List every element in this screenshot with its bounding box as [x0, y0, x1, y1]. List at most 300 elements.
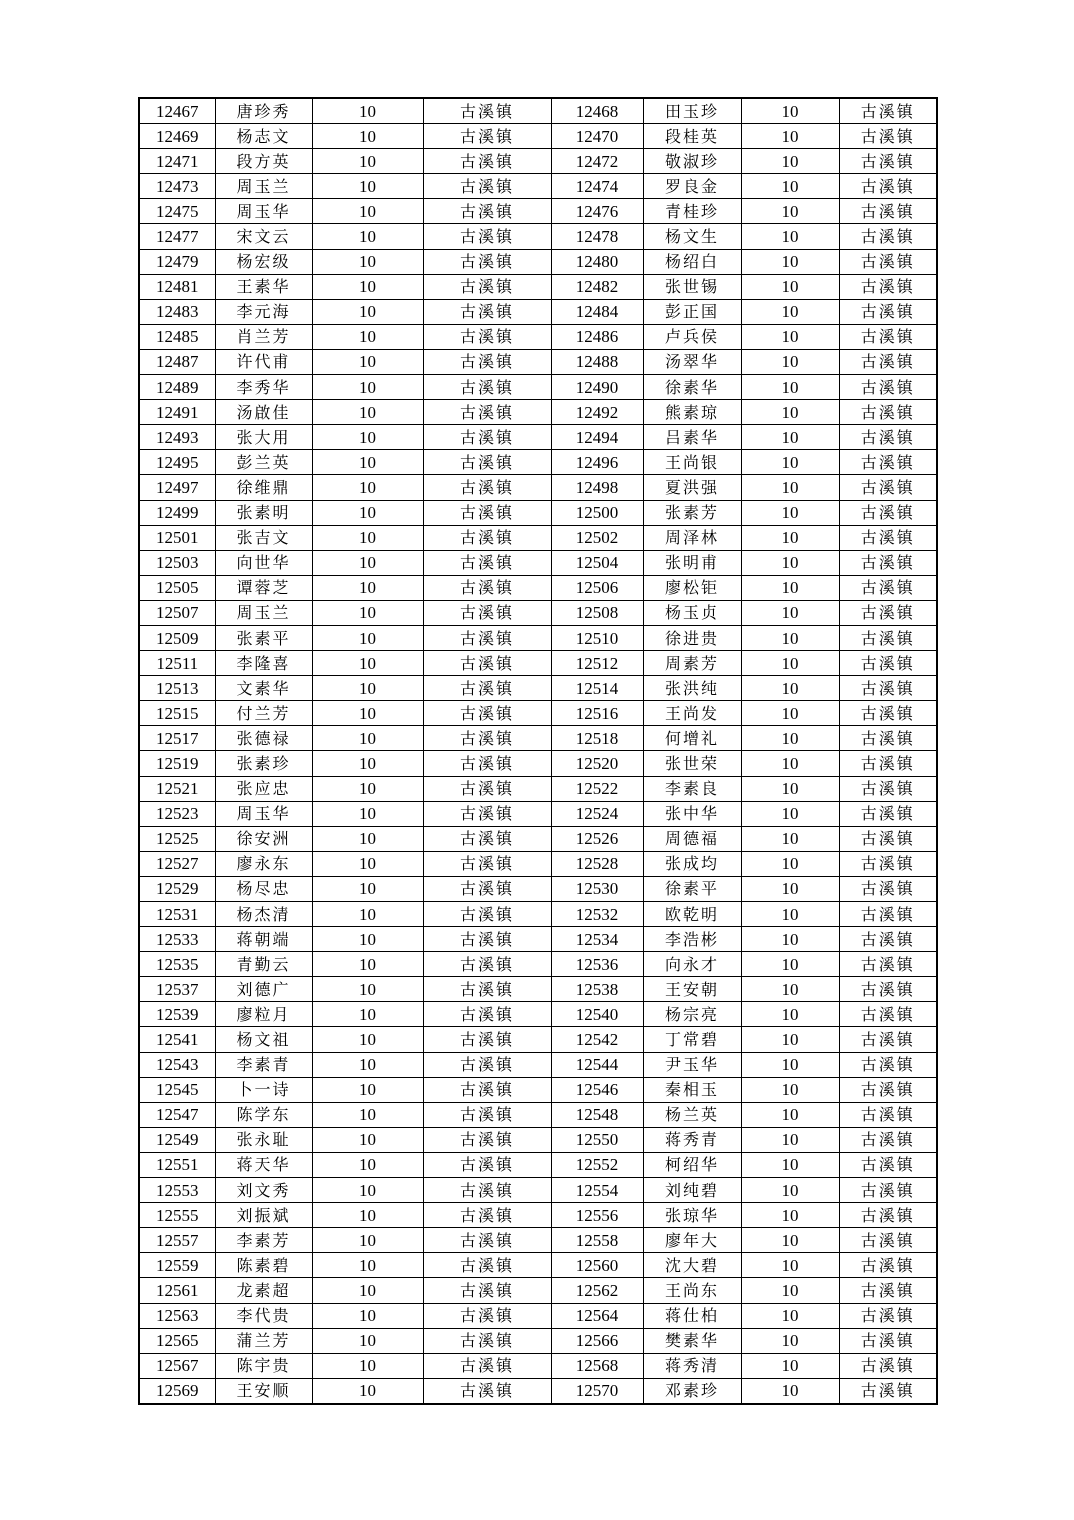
amount-cell: 10 — [312, 1152, 423, 1177]
amount-cell: 10 — [741, 199, 839, 224]
township-cell: 古溪镇 — [423, 98, 551, 124]
amount-cell: 10 — [741, 500, 839, 525]
township-cell: 古溪镇 — [839, 977, 937, 1002]
township-cell: 古溪镇 — [423, 1353, 551, 1378]
table-row — [139, 927, 937, 952]
record-id-cell: 12560 — [551, 1253, 643, 1278]
township-cell: 古溪镇 — [423, 1253, 551, 1278]
person-name-cell: 周玉兰 — [215, 600, 312, 625]
person-name-cell: 刘德广 — [215, 977, 312, 1002]
township-cell: 古溪镇 — [839, 324, 937, 349]
table-row — [139, 1253, 937, 1278]
township-cell: 古溪镇 — [423, 249, 551, 274]
table-row — [139, 299, 937, 324]
amount-cell: 10 — [312, 1378, 423, 1404]
amount-cell: 10 — [312, 1178, 423, 1203]
table-row — [139, 1102, 937, 1127]
amount-cell: 10 — [741, 1178, 839, 1203]
township-cell: 古溪镇 — [839, 876, 937, 901]
amount-cell: 10 — [312, 450, 423, 475]
table-row — [139, 726, 937, 751]
record-id-cell: 12486 — [551, 324, 643, 349]
amount-cell: 10 — [741, 1127, 839, 1152]
township-cell: 古溪镇 — [423, 676, 551, 701]
township-cell: 古溪镇 — [839, 249, 937, 274]
township-cell: 古溪镇 — [423, 149, 551, 174]
township-cell: 古溪镇 — [423, 851, 551, 876]
township-cell: 古溪镇 — [839, 375, 937, 400]
person-name-cell: 杨杰清 — [215, 902, 312, 927]
amount-cell: 10 — [312, 1253, 423, 1278]
record-id-cell: 12524 — [551, 801, 643, 826]
person-name-cell: 青勤云 — [215, 952, 312, 977]
table-row — [139, 826, 937, 851]
person-name-cell: 王安顺 — [215, 1378, 312, 1404]
person-name-cell: 罗良金 — [643, 174, 741, 199]
amount-cell: 10 — [741, 1278, 839, 1303]
record-id-cell: 12489 — [139, 375, 215, 400]
township-cell: 古溪镇 — [839, 651, 937, 676]
person-name-cell: 杨宏级 — [215, 249, 312, 274]
amount-cell: 10 — [741, 324, 839, 349]
record-id-cell: 12468 — [551, 98, 643, 124]
person-name-cell: 王尚银 — [643, 450, 741, 475]
person-name-cell: 廖粒月 — [215, 1002, 312, 1027]
table-row — [139, 575, 937, 600]
amount-cell: 10 — [741, 1353, 839, 1378]
amount-cell: 10 — [312, 1353, 423, 1378]
person-name-cell: 李隆喜 — [215, 651, 312, 676]
amount-cell: 10 — [312, 324, 423, 349]
township-cell: 古溪镇 — [839, 525, 937, 550]
person-name-cell: 张明甫 — [643, 550, 741, 575]
amount-cell: 10 — [741, 274, 839, 299]
person-name-cell: 张素珍 — [215, 751, 312, 776]
amount-cell: 10 — [312, 826, 423, 851]
township-cell: 古溪镇 — [423, 1152, 551, 1177]
amount-cell: 10 — [741, 425, 839, 450]
amount-cell: 10 — [312, 1328, 423, 1353]
township-cell: 古溪镇 — [423, 776, 551, 801]
amount-cell: 10 — [741, 1027, 839, 1052]
amount-cell: 10 — [312, 1303, 423, 1328]
record-id-cell: 12551 — [139, 1152, 215, 1177]
township-cell: 古溪镇 — [839, 851, 937, 876]
person-name-cell: 文素华 — [215, 676, 312, 701]
amount-cell: 10 — [312, 1203, 423, 1228]
amount-cell: 10 — [741, 1228, 839, 1253]
person-name-cell: 汤翠华 — [643, 349, 741, 374]
amount-cell: 10 — [741, 124, 839, 149]
record-id-cell: 12548 — [551, 1102, 643, 1127]
record-id-cell: 12568 — [551, 1353, 643, 1378]
amount-cell: 10 — [312, 1002, 423, 1027]
township-cell: 古溪镇 — [423, 1127, 551, 1152]
record-id-cell: 12540 — [551, 1002, 643, 1027]
table-row — [139, 525, 937, 550]
person-name-cell: 李素青 — [215, 1052, 312, 1077]
person-name-cell: 李元海 — [215, 299, 312, 324]
table-row — [139, 199, 937, 224]
amount-cell: 10 — [741, 149, 839, 174]
amount-cell: 10 — [741, 174, 839, 199]
record-id-cell: 12535 — [139, 952, 215, 977]
person-name-cell: 樊素华 — [643, 1328, 741, 1353]
township-cell: 古溪镇 — [839, 625, 937, 650]
township-cell: 古溪镇 — [839, 1353, 937, 1378]
township-cell: 古溪镇 — [839, 776, 937, 801]
table-row — [139, 651, 937, 676]
record-id-cell: 12538 — [551, 977, 643, 1002]
record-id-cell: 12542 — [551, 1027, 643, 1052]
table-row — [139, 450, 937, 475]
township-cell: 古溪镇 — [423, 902, 551, 927]
table-row — [139, 550, 937, 575]
township-cell: 古溪镇 — [423, 349, 551, 374]
person-name-cell: 付兰芳 — [215, 701, 312, 726]
township-cell: 古溪镇 — [423, 952, 551, 977]
township-cell: 古溪镇 — [423, 450, 551, 475]
person-name-cell: 张吉文 — [215, 525, 312, 550]
record-id-cell: 12529 — [139, 876, 215, 901]
table-row — [139, 1203, 937, 1228]
table-row — [139, 1303, 937, 1328]
record-id-cell: 12483 — [139, 299, 215, 324]
township-cell: 古溪镇 — [839, 1002, 937, 1027]
person-name-cell: 卢兵侯 — [643, 324, 741, 349]
person-name-cell: 陈学东 — [215, 1102, 312, 1127]
township-cell: 古溪镇 — [839, 927, 937, 952]
person-name-cell: 陈素碧 — [215, 1253, 312, 1278]
township-cell: 古溪镇 — [423, 876, 551, 901]
amount-cell: 10 — [741, 1077, 839, 1102]
amount-cell: 10 — [312, 726, 423, 751]
township-cell: 古溪镇 — [423, 751, 551, 776]
record-id-cell: 12511 — [139, 651, 215, 676]
amount-cell: 10 — [741, 625, 839, 650]
person-name-cell: 张素芳 — [643, 500, 741, 525]
table-row — [139, 776, 937, 801]
person-name-cell: 宋文云 — [215, 224, 312, 249]
amount-cell: 10 — [312, 349, 423, 374]
amount-cell: 10 — [312, 701, 423, 726]
person-name-cell: 周玉兰 — [215, 174, 312, 199]
table-row — [139, 952, 937, 977]
record-id-cell: 12563 — [139, 1303, 215, 1328]
township-cell: 古溪镇 — [839, 475, 937, 500]
township-cell: 古溪镇 — [423, 701, 551, 726]
person-name-cell: 张永耻 — [215, 1127, 312, 1152]
table-row — [139, 349, 937, 374]
record-id-cell: 12479 — [139, 249, 215, 274]
table-row — [139, 751, 937, 776]
amount-cell: 10 — [312, 249, 423, 274]
record-id-cell: 12518 — [551, 726, 643, 751]
township-cell: 古溪镇 — [423, 1303, 551, 1328]
person-name-cell: 杨志文 — [215, 124, 312, 149]
person-name-cell: 田玉珍 — [643, 98, 741, 124]
township-cell: 古溪镇 — [839, 450, 937, 475]
record-id-cell: 12507 — [139, 600, 215, 625]
township-cell: 古溪镇 — [423, 400, 551, 425]
amount-cell: 10 — [741, 98, 839, 124]
record-id-cell: 12475 — [139, 199, 215, 224]
table-row — [139, 676, 937, 701]
amount-cell: 10 — [312, 600, 423, 625]
amount-cell: 10 — [741, 249, 839, 274]
person-name-cell: 杨宗亮 — [643, 1002, 741, 1027]
person-name-cell: 张德禄 — [215, 726, 312, 751]
record-id-cell: 12525 — [139, 826, 215, 851]
record-id-cell: 12533 — [139, 927, 215, 952]
record-id-cell: 12514 — [551, 676, 643, 701]
person-name-cell: 段方英 — [215, 149, 312, 174]
record-id-cell: 12513 — [139, 676, 215, 701]
record-id-cell: 12556 — [551, 1203, 643, 1228]
person-name-cell: 杨文祖 — [215, 1027, 312, 1052]
township-cell: 古溪镇 — [423, 199, 551, 224]
table-row — [139, 375, 937, 400]
record-id-cell: 12494 — [551, 425, 643, 450]
amount-cell: 10 — [741, 1052, 839, 1077]
township-cell: 古溪镇 — [839, 1077, 937, 1102]
amount-cell: 10 — [312, 676, 423, 701]
township-cell: 古溪镇 — [423, 174, 551, 199]
township-cell: 古溪镇 — [839, 1278, 937, 1303]
record-id-cell: 12506 — [551, 575, 643, 600]
person-name-cell: 刘振斌 — [215, 1203, 312, 1228]
township-cell: 古溪镇 — [423, 1002, 551, 1027]
amount-cell: 10 — [312, 224, 423, 249]
record-id-cell: 12492 — [551, 400, 643, 425]
township-cell: 古溪镇 — [839, 1127, 937, 1152]
amount-cell: 10 — [741, 1328, 839, 1353]
table-row — [139, 876, 937, 901]
township-cell: 古溪镇 — [423, 500, 551, 525]
amount-cell: 10 — [741, 1253, 839, 1278]
table-row — [139, 1002, 937, 1027]
township-cell: 古溪镇 — [423, 801, 551, 826]
township-cell: 古溪镇 — [423, 1203, 551, 1228]
person-name-cell: 唐珍秀 — [215, 98, 312, 124]
roster-body — [139, 98, 937, 1404]
township-cell: 古溪镇 — [839, 1328, 937, 1353]
township-cell: 古溪镇 — [423, 375, 551, 400]
amount-cell: 10 — [741, 475, 839, 500]
record-id-cell: 12566 — [551, 1328, 643, 1353]
person-name-cell: 柯绍华 — [643, 1152, 741, 1177]
township-cell: 古溪镇 — [839, 1052, 937, 1077]
amount-cell: 10 — [312, 1027, 423, 1052]
township-cell: 古溪镇 — [423, 927, 551, 952]
person-name-cell: 杨尽忠 — [215, 876, 312, 901]
amount-cell: 10 — [312, 952, 423, 977]
record-id-cell: 12517 — [139, 726, 215, 751]
record-id-cell: 12504 — [551, 550, 643, 575]
person-name-cell: 夏洪强 — [643, 475, 741, 500]
person-name-cell: 秦相玉 — [643, 1077, 741, 1102]
township-cell: 古溪镇 — [423, 324, 551, 349]
record-id-cell: 12521 — [139, 776, 215, 801]
person-name-cell: 王尚发 — [643, 701, 741, 726]
record-id-cell: 12493 — [139, 425, 215, 450]
amount-cell: 10 — [312, 751, 423, 776]
table-row — [139, 1278, 937, 1303]
person-name-cell: 张成均 — [643, 851, 741, 876]
township-cell: 古溪镇 — [839, 1027, 937, 1052]
person-name-cell: 向世华 — [215, 550, 312, 575]
person-name-cell: 张大用 — [215, 425, 312, 450]
township-cell: 古溪镇 — [839, 676, 937, 701]
township-cell: 古溪镇 — [423, 977, 551, 1002]
amount-cell: 10 — [312, 575, 423, 600]
record-id-cell: 12549 — [139, 1127, 215, 1152]
amount-cell: 10 — [312, 1278, 423, 1303]
amount-cell: 10 — [741, 1378, 839, 1404]
table-row — [139, 274, 937, 299]
township-cell: 古溪镇 — [839, 400, 937, 425]
amount-cell: 10 — [741, 1152, 839, 1177]
record-id-cell: 12476 — [551, 199, 643, 224]
amount-cell: 10 — [312, 475, 423, 500]
record-id-cell: 12565 — [139, 1328, 215, 1353]
record-id-cell: 12532 — [551, 902, 643, 927]
record-id-cell: 12501 — [139, 525, 215, 550]
township-cell: 古溪镇 — [839, 801, 937, 826]
person-name-cell: 徐素平 — [643, 876, 741, 901]
township-cell: 古溪镇 — [839, 600, 937, 625]
table-row — [139, 1152, 937, 1177]
person-name-cell: 刘文秀 — [215, 1178, 312, 1203]
table-row — [139, 1127, 937, 1152]
township-cell: 古溪镇 — [423, 1278, 551, 1303]
person-name-cell: 邓素珍 — [643, 1378, 741, 1404]
township-cell: 古溪镇 — [839, 826, 937, 851]
township-cell: 古溪镇 — [839, 1253, 937, 1278]
amount-cell: 10 — [741, 651, 839, 676]
record-id-cell: 12502 — [551, 525, 643, 550]
table-row — [139, 851, 937, 876]
person-name-cell: 杨文生 — [643, 224, 741, 249]
amount-cell: 10 — [741, 575, 839, 600]
amount-cell: 10 — [312, 199, 423, 224]
amount-cell: 10 — [312, 876, 423, 901]
amount-cell: 10 — [741, 927, 839, 952]
record-id-cell: 12554 — [551, 1178, 643, 1203]
person-name-cell: 王安朝 — [643, 977, 741, 1002]
township-cell: 古溪镇 — [423, 651, 551, 676]
record-id-cell: 12498 — [551, 475, 643, 500]
township-cell: 古溪镇 — [839, 98, 937, 124]
record-id-cell: 12499 — [139, 500, 215, 525]
person-name-cell: 丁常碧 — [643, 1027, 741, 1052]
amount-cell: 10 — [741, 400, 839, 425]
person-name-cell: 尹玉华 — [643, 1052, 741, 1077]
person-name-cell: 廖永东 — [215, 851, 312, 876]
amount-cell: 10 — [741, 801, 839, 826]
township-cell: 古溪镇 — [423, 274, 551, 299]
amount-cell: 10 — [312, 124, 423, 149]
township-cell: 古溪镇 — [839, 199, 937, 224]
record-id-cell: 12487 — [139, 349, 215, 374]
record-id-cell: 12471 — [139, 149, 215, 174]
amount-cell: 10 — [312, 927, 423, 952]
township-cell: 古溪镇 — [839, 1152, 937, 1177]
township-cell: 古溪镇 — [423, 726, 551, 751]
record-id-cell: 12531 — [139, 902, 215, 927]
table-row — [139, 600, 937, 625]
table-row — [139, 224, 937, 249]
record-id-cell: 12512 — [551, 651, 643, 676]
record-id-cell: 12508 — [551, 600, 643, 625]
township-cell: 古溪镇 — [839, 1203, 937, 1228]
amount-cell: 10 — [741, 550, 839, 575]
person-name-cell: 李代贵 — [215, 1303, 312, 1328]
record-id-cell: 12555 — [139, 1203, 215, 1228]
record-id-cell: 12558 — [551, 1228, 643, 1253]
record-id-cell: 12534 — [551, 927, 643, 952]
table-row — [139, 98, 937, 124]
township-cell: 古溪镇 — [839, 1102, 937, 1127]
record-id-cell: 12544 — [551, 1052, 643, 1077]
amount-cell: 10 — [312, 525, 423, 550]
person-name-cell: 杨玉贞 — [643, 600, 741, 625]
township-cell: 古溪镇 — [839, 1178, 937, 1203]
amount-cell: 10 — [312, 651, 423, 676]
township-cell: 古溪镇 — [839, 425, 937, 450]
record-id-cell: 12546 — [551, 1077, 643, 1102]
person-name-cell: 廖年大 — [643, 1228, 741, 1253]
table-row — [139, 324, 937, 349]
person-name-cell: 何增礼 — [643, 726, 741, 751]
amount-cell: 10 — [741, 375, 839, 400]
amount-cell: 10 — [741, 1002, 839, 1027]
record-id-cell: 12497 — [139, 475, 215, 500]
record-id-cell: 12543 — [139, 1052, 215, 1077]
person-name-cell: 李素良 — [643, 776, 741, 801]
table-row — [139, 249, 937, 274]
person-name-cell: 张素平 — [215, 625, 312, 650]
record-id-cell: 12545 — [139, 1077, 215, 1102]
record-id-cell: 12503 — [139, 550, 215, 575]
amount-cell: 10 — [741, 1102, 839, 1127]
record-id-cell: 12495 — [139, 450, 215, 475]
amount-cell: 10 — [741, 224, 839, 249]
person-name-cell: 徐进贵 — [643, 625, 741, 650]
table-row — [139, 1328, 937, 1353]
person-name-cell: 李素芳 — [215, 1228, 312, 1253]
person-name-cell: 蒋仕柏 — [643, 1303, 741, 1328]
record-id-cell: 12539 — [139, 1002, 215, 1027]
amount-cell: 10 — [312, 299, 423, 324]
person-name-cell: 张世荣 — [643, 751, 741, 776]
amount-cell: 10 — [312, 174, 423, 199]
table-row — [139, 1178, 937, 1203]
record-id-cell: 12485 — [139, 324, 215, 349]
amount-cell: 10 — [741, 1203, 839, 1228]
person-name-cell: 肖兰芳 — [215, 324, 312, 349]
person-name-cell: 徐素华 — [643, 375, 741, 400]
table-row — [139, 400, 937, 425]
record-id-cell: 12547 — [139, 1102, 215, 1127]
amount-cell: 10 — [741, 751, 839, 776]
table-row — [139, 1077, 937, 1102]
amount-cell: 10 — [741, 701, 839, 726]
person-name-cell: 蒲兰芳 — [215, 1328, 312, 1353]
table-row — [139, 425, 937, 450]
record-id-cell: 12470 — [551, 124, 643, 149]
amount-cell: 10 — [312, 851, 423, 876]
